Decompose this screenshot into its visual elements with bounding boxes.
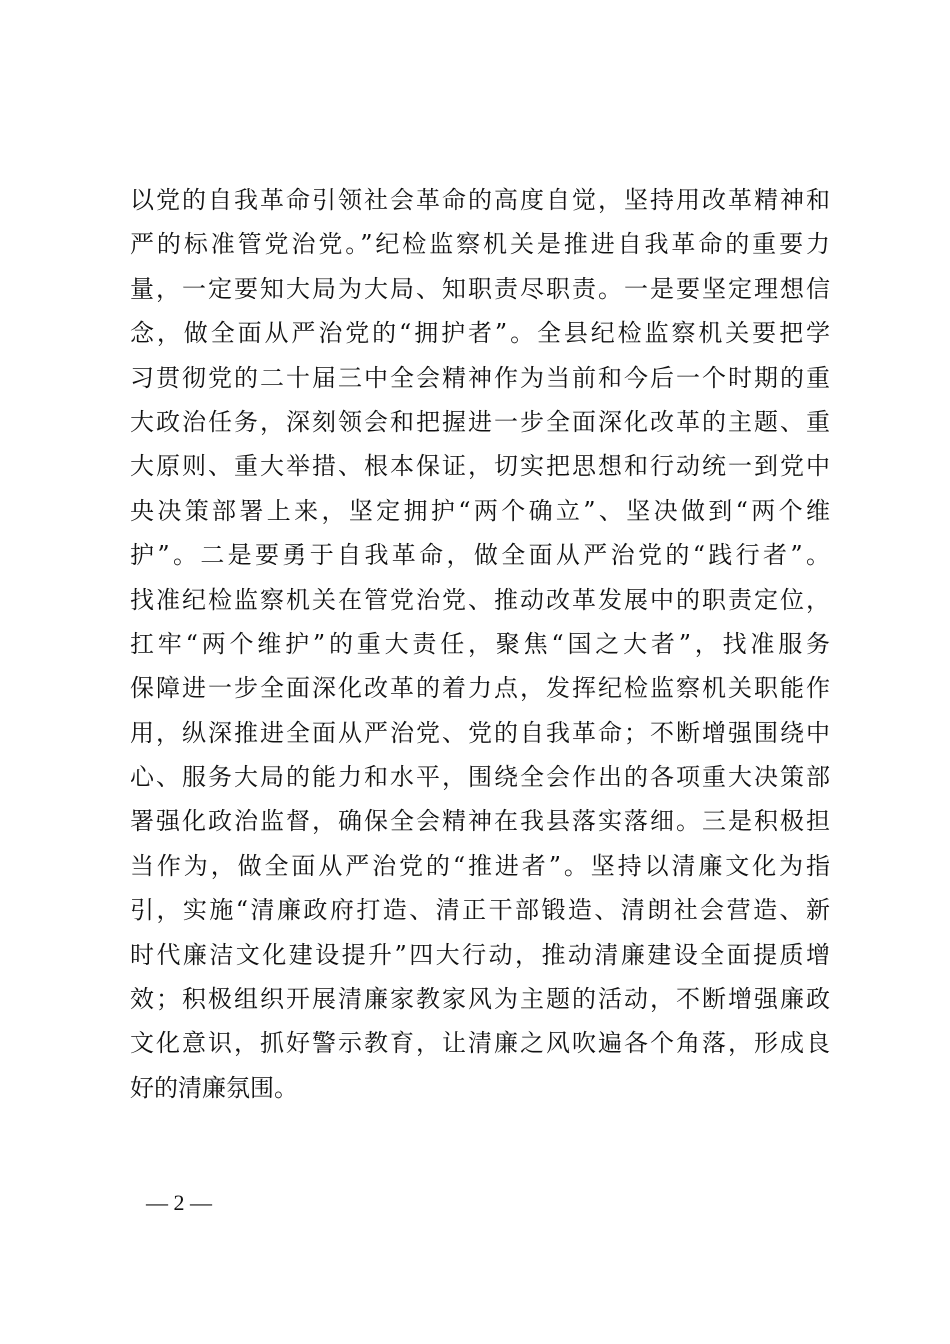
- text-line-4: 念，做全面从严治党的“拥护者”。全县纪检监察机关要把学: [130, 319, 830, 348]
- text-line-15: 署强化政治监督，确保全会精神在我县落实落细。三是积极担: [130, 807, 830, 836]
- text-line-11: 扛牢“两个维护”的重大责任，聚焦“国之大者”，找准服务: [130, 629, 830, 658]
- text-line-17: 引，实施“清廉政府打造、清正干部锻造、清朗社会营造、新: [130, 896, 830, 925]
- body-paragraph: [130, 178, 830, 1110]
- text-line-6: 大政治任务，深刻领会和把握进一步全面深化改革的主题、重: [130, 407, 830, 436]
- text-line-12: 保障进一步全面深化改革的着力点，发挥纪检监察机关职能作: [130, 674, 830, 703]
- text-line-14: 心、服务大局的能力和水平，围绕全会作出的各项重大决策部: [130, 763, 830, 792]
- page-number: — 2 —: [146, 1190, 212, 1215]
- text-line-20: 文化意识，抓好警示教育，让清廉之风吹遍各个角落，形成良: [130, 1029, 830, 1058]
- text-line-18: 时代廉洁文化建设提升”四大行动，推动清廉建设全面提质增: [130, 940, 830, 969]
- text-line-13: 用，纵深推进全面从严治党、党的自我革命；不断增强围绕中: [130, 718, 830, 747]
- text-line-5: 习贯彻党的二十届三中全会精神作为当前和今后一个时期的重: [130, 363, 830, 392]
- text-line-3: 量，一定要知大局为大局、知职责尽职责。一是要坚定理想信: [130, 274, 830, 303]
- text-line-2: 严的标准管党治党。”纪检监察机关是推进自我革命的重要力: [130, 230, 830, 259]
- text-line-19: 效；积极组织开展清廉家教家风为主题的活动，不断增强廉政: [130, 985, 830, 1014]
- text-line-21: 好的清廉氛围。: [130, 1073, 298, 1102]
- text-line-10: 找准纪检监察机关在管党治党、推动改革发展中的职责定位，: [130, 585, 830, 614]
- text-line-7: 大原则、重大举措、根本保证，切实把思想和行动统一到党中: [130, 452, 830, 481]
- text-line-1: 以党的自我革命引领社会革命的高度自觉，坚持用改革精神和: [130, 186, 830, 214]
- text-line-8: 央决策部署上来，坚定拥护“两个确立”、坚决做到“两个维: [130, 496, 830, 525]
- text-line-9: 护”。二是要勇于自我革命，做全面从严治党的“践行者”。: [130, 541, 830, 570]
- text-line-16: 当作为，做全面从严治党的“推进者”。坚持以清廉文化为指: [130, 851, 830, 880]
